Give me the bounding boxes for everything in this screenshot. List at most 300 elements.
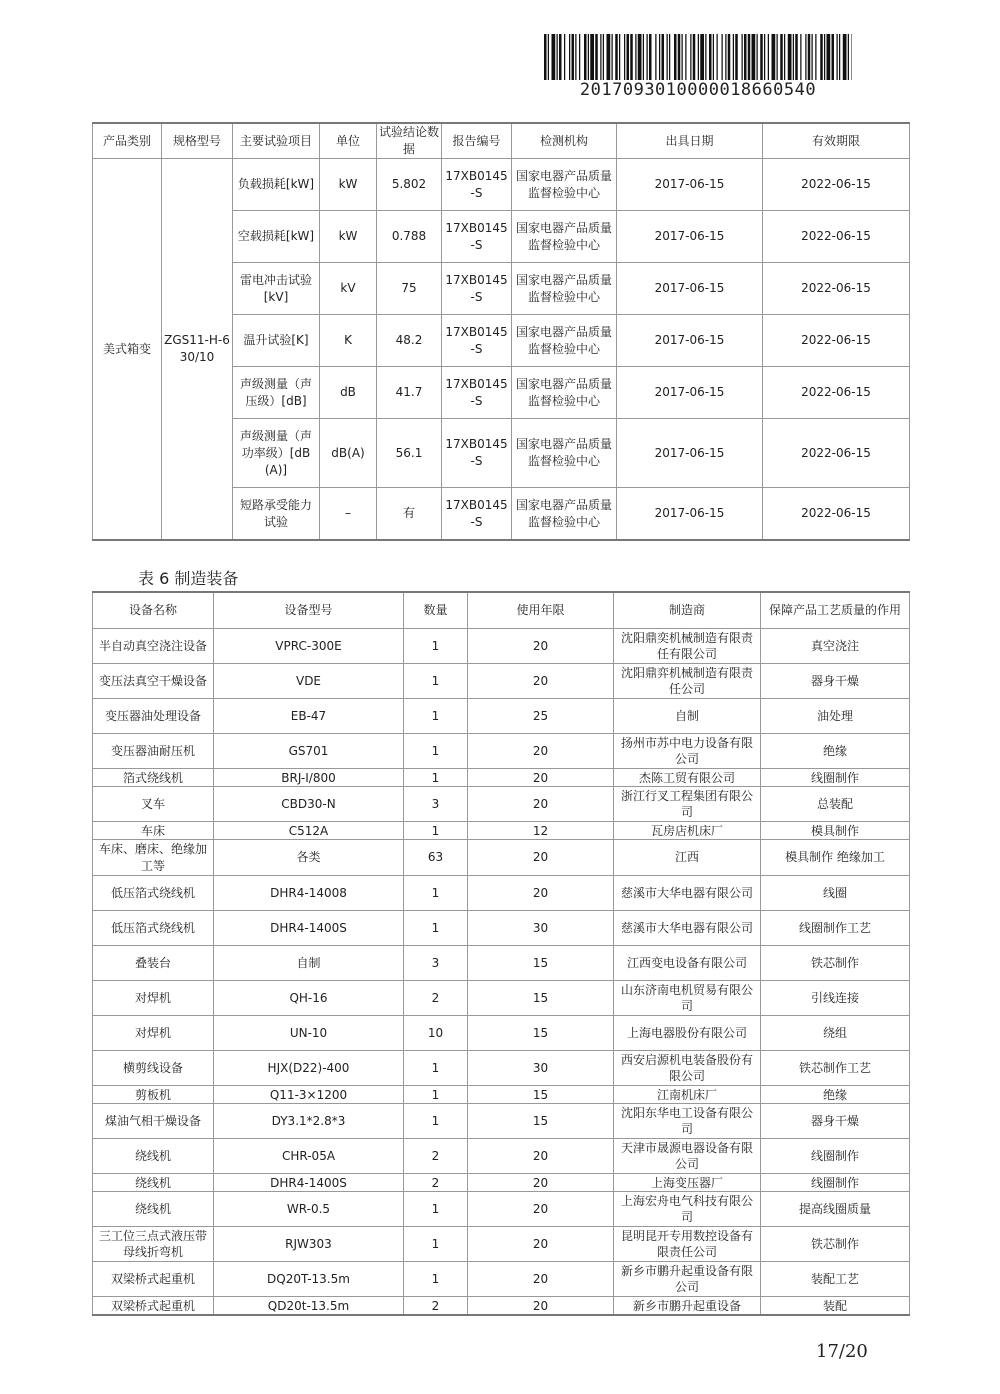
table-header-row — [93, 123, 910, 159]
service-years-cell: 20 — [468, 840, 614, 876]
equipment-name-cell: 煤油气相干燥设备 — [93, 1104, 214, 1139]
barcode-bar — [544, 34, 547, 80]
barcode-bar — [678, 34, 681, 80]
service-years-cell: 20 — [468, 1297, 614, 1316]
barcode-bar — [669, 34, 670, 80]
table-row — [93, 699, 910, 734]
barcode-bar — [752, 34, 756, 80]
quantity-cell: 1 — [404, 734, 468, 769]
column-header: 试验结论数据 — [377, 123, 442, 159]
quantity-cell: 2 — [404, 1174, 468, 1192]
table-row — [93, 769, 910, 787]
barcode-bar — [827, 34, 831, 80]
equipment-name-cell: 对焊机 — [93, 1016, 214, 1051]
table-row — [93, 1297, 910, 1316]
service-years-cell: 12 — [468, 822, 614, 840]
valid-until-cell: 2022-06-15 — [763, 419, 910, 488]
barcode-bar — [615, 34, 618, 80]
valid-until-cell: 2022-06-15 — [763, 315, 910, 367]
barcode-bar — [635, 34, 636, 80]
manufacturer-cell: 西安启源机电装备股份有限公司 — [614, 1051, 761, 1086]
barcode-bar — [820, 34, 823, 80]
equipment-model-cell: WR-0.5 — [214, 1192, 404, 1227]
service-years-cell: 20 — [468, 734, 614, 769]
quantity-cell: 1 — [404, 1192, 468, 1227]
equipment-name-cell: 双梁桥式起重机 — [93, 1297, 214, 1316]
equipment-name-cell: 变压器油耐压机 — [93, 734, 214, 769]
barcode-bar — [552, 34, 556, 80]
barcode-bar — [780, 34, 783, 80]
barcode-bar — [638, 34, 642, 80]
value-cell: 5.802 — [377, 159, 442, 211]
test-org-cell: 国家电器产品质量监督检验中心 — [512, 419, 617, 488]
barcode-bar — [722, 34, 723, 80]
equipment-name-cell: 半自动真空浇注设备 — [93, 629, 214, 664]
report-number-cell: 17XB0145-S — [442, 419, 512, 488]
service-years-cell: 15 — [468, 981, 614, 1016]
table-row — [93, 1227, 910, 1262]
barcode-bar — [603, 34, 604, 80]
barcode-bar — [655, 34, 656, 80]
equipment-table — [92, 591, 910, 1316]
valid-until-cell: 2022-06-15 — [763, 211, 910, 263]
manufacturer-cell: 浙江行叉工程集团有限公司 — [614, 787, 761, 822]
barcode-bar — [700, 34, 704, 80]
table-row — [93, 822, 910, 840]
page-number: 17/20 — [816, 1341, 868, 1362]
barcode-bar — [693, 34, 696, 80]
issue-date-cell: 2017-06-15 — [617, 159, 763, 211]
column-header: 设备型号 — [214, 592, 404, 629]
barcode-bar — [843, 34, 847, 80]
barcode-bar — [698, 34, 699, 80]
barcode-bar — [595, 34, 598, 80]
service-years-cell: 20 — [468, 1139, 614, 1174]
barcode-bar — [557, 34, 558, 80]
manufacturer-cell: 沈阳东华电工设备有限公司 — [614, 1104, 761, 1139]
purpose-cell: 模具制作 绝缘加工 — [761, 840, 910, 876]
purpose-cell: 油处理 — [761, 699, 910, 734]
service-years-cell: 20 — [468, 1262, 614, 1297]
table-row — [93, 1262, 910, 1297]
value-cell: 75 — [377, 263, 442, 315]
unit-cell: kW — [320, 211, 377, 263]
barcode-bar — [685, 34, 686, 80]
barcode-bar — [705, 34, 706, 80]
test-item-cell: 温升试验[K] — [233, 315, 320, 367]
equipment-model-cell: BRJ-I/800 — [214, 769, 404, 787]
purpose-cell: 真空浇注 — [761, 629, 910, 664]
manufacturer-cell: 江西 — [614, 840, 761, 876]
barcode-bar — [784, 34, 785, 80]
equipment-model-cell: DQ20T-13.5m — [214, 1262, 404, 1297]
manufacturer-cell: 上海变压器厂 — [614, 1174, 761, 1192]
equipment-model-cell: VDE — [214, 664, 404, 699]
test-org-cell: 国家电器产品质量监督检验中心 — [512, 263, 617, 315]
valid-until-cell: 2022-06-15 — [763, 488, 910, 541]
barcode-bar — [548, 34, 549, 80]
equipment-model-cell: DHR4-1400S — [214, 911, 404, 946]
manufacturer-cell: 新乡市鹏升起重设备 — [614, 1297, 761, 1316]
test-org-cell: 国家电器产品质量监督检验中心 — [512, 488, 617, 541]
purpose-cell: 线圈制作 — [761, 1139, 910, 1174]
equipment-name-cell: 绕线机 — [93, 1139, 214, 1174]
manufacturer-cell: 自制 — [614, 699, 761, 734]
quantity-cell: 3 — [404, 946, 468, 981]
unit-cell: – — [320, 488, 377, 541]
barcode-bar — [667, 34, 668, 80]
issue-date-cell: 2017-06-15 — [617, 419, 763, 488]
equipment-name-cell: 车床 — [93, 822, 214, 840]
column-header: 设备名称 — [93, 592, 214, 629]
table-header-row — [93, 592, 910, 629]
barcode-bar — [559, 34, 562, 80]
purpose-cell: 铁芯制作 — [761, 1227, 910, 1262]
barcode-bar — [564, 34, 565, 80]
issue-date-cell: 2017-06-15 — [617, 367, 763, 419]
equipment-name-cell: 三工位三点式液压带母线折弯机 — [93, 1227, 214, 1262]
barcode-bar — [647, 34, 648, 80]
barcode-bar — [757, 34, 758, 80]
barcode-bar — [764, 34, 765, 80]
test-org-cell: 国家电器产品质量监督检验中心 — [512, 211, 617, 263]
quantity-cell: 2 — [404, 981, 468, 1016]
barcode-bar — [728, 34, 731, 80]
barcode-bar — [733, 34, 734, 80]
purpose-cell: 引线连接 — [761, 981, 910, 1016]
issue-date-cell: 2017-06-15 — [617, 263, 763, 315]
issue-date-cell: 2017-06-15 — [617, 488, 763, 541]
test-item-cell: 声级测量（声压级）[dB] — [233, 367, 320, 419]
service-years-cell: 15 — [468, 1016, 614, 1051]
quantity-cell: 1 — [404, 664, 468, 699]
table-row — [93, 1016, 910, 1051]
barcode-bar — [788, 34, 792, 80]
column-header: 出具日期 — [617, 123, 763, 159]
equipment-name-cell: 双梁桥式起重机 — [93, 1262, 214, 1297]
manufacturer-cell: 沈阳鼎奕机械制造有限责任有限公司 — [614, 629, 761, 664]
column-header: 单位 — [320, 123, 377, 159]
quantity-cell: 2 — [404, 1297, 468, 1316]
barcode-bar — [590, 34, 594, 80]
quantity-cell: 1 — [404, 876, 468, 911]
manufacturer-cell: 昆明昆开专用数控设备有限责任公司 — [614, 1227, 761, 1262]
table-row — [93, 840, 910, 876]
barcode — [544, 34, 852, 80]
barcode-bar — [674, 34, 677, 80]
barcode-bar — [662, 34, 665, 80]
equipment-name-cell: 绕线机 — [93, 1174, 214, 1192]
barcode-bar — [607, 34, 611, 80]
purpose-cell: 线圈制作 — [761, 769, 910, 787]
barcode-bar — [793, 34, 794, 80]
quantity-cell: 1 — [404, 1227, 468, 1262]
barcode-bar — [624, 34, 625, 80]
value-cell: 有 — [377, 488, 442, 541]
barcode-bar — [572, 34, 575, 80]
equipment-model-cell: DHR4-14008 — [214, 876, 404, 911]
barcode-bar — [742, 34, 743, 80]
value-cell: 56.1 — [377, 419, 442, 488]
barcode-bar — [709, 34, 712, 80]
equipment-name-cell: 变压器油处理设备 — [93, 699, 214, 734]
barcode-bar — [824, 34, 825, 80]
table-row — [93, 1086, 910, 1104]
manufacturer-cell: 杰陈工贸有限公司 — [614, 769, 761, 787]
test-item-cell: 雷电冲击试验[kV] — [233, 263, 320, 315]
quantity-cell: 1 — [404, 1262, 468, 1297]
quantity-cell: 10 — [404, 1016, 468, 1051]
table-row — [93, 981, 910, 1016]
barcode-bar — [768, 34, 769, 80]
column-header: 报告编号 — [442, 123, 512, 159]
equipment-model-cell: RJW303 — [214, 1227, 404, 1262]
barcode-bar — [627, 34, 630, 80]
equipment-name-cell: 箔式绕线机 — [93, 769, 214, 787]
equipment-name-cell: 横剪线设备 — [93, 1051, 214, 1086]
manufacturer-cell: 新乡市鹏升起重设备有限公司 — [614, 1262, 761, 1297]
table-row — [93, 159, 910, 211]
table-row — [93, 734, 910, 769]
quantity-cell: 1 — [404, 1086, 468, 1104]
column-header: 保障产品工艺质量的作用 — [761, 592, 910, 629]
purpose-cell: 装配 — [761, 1297, 910, 1316]
purpose-cell: 总装配 — [761, 787, 910, 822]
purpose-cell: 线圈制作 — [761, 1174, 910, 1192]
barcode-bar — [612, 34, 613, 80]
quantity-cell: 1 — [404, 1104, 468, 1139]
manufacturer-cell: 山东济南电机贸易有限公司 — [614, 981, 761, 1016]
equipment-model-cell: DY3.1*2.8*3 — [214, 1104, 404, 1139]
barcode-bar — [717, 34, 718, 80]
manufacturer-cell: 江南机床厂 — [614, 1086, 761, 1104]
test-org-cell: 国家电器产品质量监督检验中心 — [512, 367, 617, 419]
valid-until-cell: 2022-06-15 — [763, 159, 910, 211]
quantity-cell: 2 — [404, 1139, 468, 1174]
test-item-cell: 空载损耗[kW] — [233, 211, 320, 263]
valid-until-cell: 2022-06-15 — [763, 263, 910, 315]
barcode-bar — [748, 34, 751, 80]
equipment-name-cell: 低压箔式绕线机 — [93, 876, 214, 911]
barcode-bar — [690, 34, 691, 80]
barcode-bar — [584, 34, 587, 80]
equipment-name-cell: 叠装台 — [93, 946, 214, 981]
test-item-cell: 负载损耗[kW] — [233, 159, 320, 211]
test-item-cell: 声级测量（声功率级）[dB(A)] — [233, 419, 320, 488]
column-header: 主要试验项目 — [233, 123, 320, 159]
unit-cell: dB — [320, 367, 377, 419]
purpose-cell: 模具制作 — [761, 822, 910, 840]
equipment-name-cell: 车床、磨床、绝缘加工等 — [93, 840, 214, 876]
equipment-model-cell: Q11-3×1200 — [214, 1086, 404, 1104]
unit-cell: kW — [320, 159, 377, 211]
valid-until-cell: 2022-06-15 — [763, 367, 910, 419]
purpose-cell: 绝缘 — [761, 734, 910, 769]
barcode-bar — [619, 34, 620, 80]
barcode-bar — [837, 34, 838, 80]
test-item-cell: 短路承受能力试验 — [233, 488, 320, 541]
table-row — [93, 1051, 910, 1086]
equipment-model-cell: 自制 — [214, 946, 404, 981]
service-years-cell: 20 — [468, 876, 614, 911]
purpose-cell: 线圈制作工艺 — [761, 911, 910, 946]
barcode-bar — [805, 34, 806, 80]
service-years-cell: 20 — [468, 1174, 614, 1192]
barcode-bar — [795, 34, 798, 80]
equipment-name-cell: 低压箔式绕线机 — [93, 911, 214, 946]
table-row — [93, 1104, 910, 1139]
equipment-name-cell: 绕线机 — [93, 1192, 214, 1227]
table-row — [93, 1192, 910, 1227]
service-years-cell: 25 — [468, 699, 614, 734]
service-years-cell: 20 — [468, 787, 614, 822]
manufacturer-cell: 瓦房店机床厂 — [614, 822, 761, 840]
purpose-cell: 铁芯制作 — [761, 946, 910, 981]
barcode-bar — [588, 34, 589, 80]
barcode-bar — [839, 34, 840, 80]
manufacturer-cell: 慈溪市大华电器有限公司 — [614, 876, 761, 911]
quantity-cell: 1 — [404, 699, 468, 734]
barcode-bar — [682, 34, 683, 80]
equipment-model-cell: QD20t-13.5m — [214, 1297, 404, 1316]
service-years-cell: 30 — [468, 1051, 614, 1086]
unit-cell: kV — [320, 263, 377, 315]
table-row — [93, 876, 910, 911]
report-number-cell: 17XB0145-S — [442, 159, 512, 211]
barcode-bar — [760, 34, 763, 80]
equipment-model-cell: C512A — [214, 822, 404, 840]
equipment-model-cell: CBD30-N — [214, 787, 404, 822]
report-number-cell: 17XB0145-S — [442, 263, 512, 315]
service-years-cell: 20 — [468, 664, 614, 699]
manufacturer-cell: 扬州市苏中电力设备有限公司 — [614, 734, 761, 769]
report-number-cell: 17XB0145-S — [442, 488, 512, 541]
barcode-bar — [772, 34, 776, 80]
manufacturer-cell: 江西变电设备有限公司 — [614, 946, 761, 981]
barcode-bar — [600, 34, 601, 80]
column-header: 规格型号 — [162, 123, 233, 159]
manufacturer-cell: 天津市晟源电器设备有限公司 — [614, 1139, 761, 1174]
service-years-cell: 15 — [468, 946, 614, 981]
section-title: 表 6 制造装备 — [138, 569, 239, 588]
table-row — [93, 946, 910, 981]
barcode-bar — [649, 34, 652, 80]
quantity-cell: 63 — [404, 840, 468, 876]
table-row — [93, 1139, 910, 1174]
unit-cell: dB(A) — [320, 419, 377, 488]
quantity-cell: 1 — [404, 629, 468, 664]
column-header: 产品类别 — [93, 123, 162, 159]
value-cell: 0.788 — [377, 211, 442, 263]
product-category-cell: 美式箱变 — [93, 159, 162, 541]
quantity-cell: 1 — [404, 1051, 468, 1086]
column-header: 有效期限 — [763, 123, 910, 159]
service-years-cell: 15 — [468, 1104, 614, 1139]
report-number-cell: 17XB0145-S — [442, 211, 512, 263]
equipment-model-cell: 各类 — [214, 840, 404, 876]
column-header: 检测机构 — [512, 123, 617, 159]
barcode-bar — [815, 34, 816, 80]
manufacturer-cell: 上海宏舟电气科技有限公司 — [614, 1192, 761, 1227]
table-row — [93, 911, 910, 946]
equipment-model-cell: VPRC-300E — [214, 629, 404, 664]
barcode-bar — [800, 34, 801, 80]
issue-date-cell: 2017-06-15 — [617, 211, 763, 263]
barcode-bar — [852, 34, 853, 80]
quantity-cell: 1 — [404, 822, 468, 840]
purpose-cell: 绕组 — [761, 1016, 910, 1051]
purpose-cell: 器身干燥 — [761, 1104, 910, 1139]
column-header: 制造商 — [614, 592, 761, 629]
purpose-cell: 绝缘 — [761, 1086, 910, 1104]
barcode-bar — [575, 34, 576, 80]
barcode-bar — [579, 34, 580, 80]
service-years-cell: 20 — [468, 1192, 614, 1227]
barcode-bar — [744, 34, 747, 80]
quantity-cell: 1 — [404, 769, 468, 787]
barcode-bar — [659, 34, 660, 80]
purpose-cell: 铁芯制作工艺 — [761, 1051, 910, 1086]
report-number-cell: 17XB0145-S — [442, 315, 512, 367]
quantity-cell: 1 — [404, 911, 468, 946]
column-header: 数量 — [404, 592, 468, 629]
equipment-model-cell: UN-10 — [214, 1016, 404, 1051]
column-header: 使用年限 — [468, 592, 614, 629]
barcode-number: 2017093010000018660540 — [579, 80, 817, 100]
service-years-cell: 30 — [468, 911, 614, 946]
value-cell: 48.2 — [377, 315, 442, 367]
table-row — [93, 1174, 910, 1192]
manufacturer-cell: 沈阳鼎弈机械制造有限责任公司 — [614, 664, 761, 699]
service-years-cell: 15 — [468, 1086, 614, 1104]
equipment-name-cell: 叉车 — [93, 787, 214, 822]
equipment-model-cell: HJX(D22)-400 — [214, 1051, 404, 1086]
test-org-cell: 国家电器产品质量监督检验中心 — [512, 159, 617, 211]
equipment-name-cell: 剪板机 — [93, 1086, 214, 1104]
barcode-bar — [848, 34, 849, 80]
quantity-cell: 3 — [404, 787, 468, 822]
barcode-bar — [630, 34, 633, 80]
barcode-bar — [569, 34, 570, 80]
equipment-model-cell: QH-16 — [214, 981, 404, 1016]
unit-cell: K — [320, 315, 377, 367]
barcode-bar — [713, 34, 714, 80]
test-org-cell: 国家电器产品质量监督检验中心 — [512, 315, 617, 367]
report-number-cell: 17XB0145-S — [442, 367, 512, 419]
service-years-cell: 20 — [468, 1227, 614, 1262]
manufacturer-cell: 上海电器股份有限公司 — [614, 1016, 761, 1051]
service-years-cell: 20 — [468, 629, 614, 664]
table-row — [93, 629, 910, 664]
equipment-model-cell: EB-47 — [214, 699, 404, 734]
barcode-bar — [735, 34, 738, 80]
value-cell: 41.7 — [377, 367, 442, 419]
table-row — [93, 664, 910, 699]
equipment-model-cell: DHR4-1400S — [214, 1174, 404, 1192]
barcode-bar — [725, 34, 726, 80]
manufacturer-cell: 慈溪市大华电器有限公司 — [614, 911, 761, 946]
equipment-name-cell: 变压法真空干燥设备 — [93, 664, 214, 699]
model-cell: ZGS11-H-630/10 — [162, 159, 233, 541]
equipment-model-cell: GS701 — [214, 734, 404, 769]
purpose-cell: 装配工艺 — [761, 1262, 910, 1297]
service-years-cell: 20 — [468, 769, 614, 787]
table-row — [93, 787, 910, 822]
test-results-table — [92, 122, 910, 541]
barcode-bar — [808, 34, 811, 80]
issue-date-cell: 2017-06-15 — [617, 315, 763, 367]
equipment-name-cell: 对焊机 — [93, 981, 214, 1016]
